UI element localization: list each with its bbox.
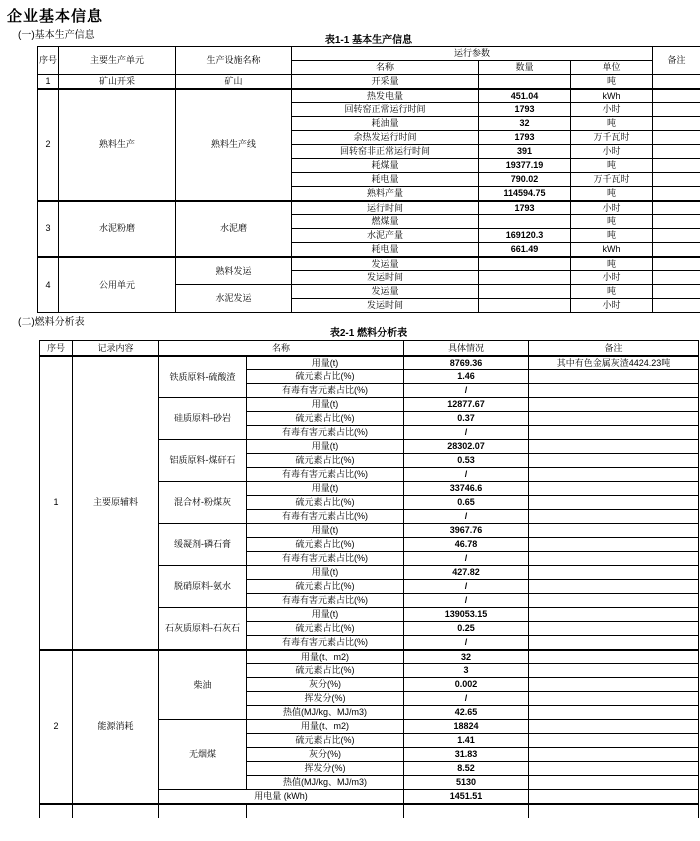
remark-cell: [529, 664, 699, 678]
value-cell: /: [404, 692, 529, 706]
unit-cell: 吨: [571, 215, 653, 229]
remark-cell: [529, 762, 699, 776]
remark-cell: [653, 215, 700, 229]
remark-cell: [529, 748, 699, 762]
qty-cell: 169120.3: [479, 229, 571, 243]
qty-cell: [479, 215, 571, 229]
material-cell: 缓凝剂-磷石膏: [159, 524, 247, 566]
remark-cell: [529, 370, 699, 384]
remark-cell: [529, 622, 699, 636]
facility-cell: 水泥磨: [176, 201, 292, 257]
remark-cell: [529, 398, 699, 412]
metric-cell: 挥发分(%): [247, 692, 404, 706]
production-unit-cell: 矿山开采: [59, 75, 176, 89]
remark-cell: [529, 804, 699, 818]
metric-cell: 硫元素占比(%): [247, 454, 404, 468]
remark-cell: [653, 299, 700, 313]
table1-header: [38, 47, 700, 75]
param-name-cell: 发运时间: [292, 271, 479, 285]
remark-cell: [529, 720, 699, 734]
remark-cell: [529, 468, 699, 482]
remark-cell: [529, 384, 699, 398]
unit-cell: 万千瓦时: [571, 131, 653, 145]
material-cell: 柴油: [159, 650, 247, 720]
fuel-analysis-table: [39, 340, 699, 818]
param-name-cell: 耗油量: [292, 117, 479, 131]
metric-cell: 硫元素占比(%): [247, 496, 404, 510]
param-name-cell: 开采量: [292, 75, 479, 89]
remark-cell: [653, 285, 700, 299]
remark-cell: [529, 580, 699, 594]
remark-cell: [653, 201, 700, 215]
param-name-cell: 耗电量: [292, 173, 479, 187]
metric-cell: 用量(t): [247, 398, 404, 412]
value-cell: 3: [404, 664, 529, 678]
metric-cell: 有毒有害元素占比(%): [247, 594, 404, 608]
material-cell: 铁质原料-硫酸渣: [159, 356, 247, 398]
unit-cell: 小时: [571, 271, 653, 285]
qty-cell: 391: [479, 145, 571, 159]
column-header-detail: 具体情况: [404, 341, 529, 356]
remark-cell: [653, 187, 700, 201]
value-cell: /: [404, 594, 529, 608]
metric-cell: 用量(t): [247, 482, 404, 496]
value-cell: 1451.51: [404, 790, 529, 804]
table-row: [40, 341, 699, 356]
remark-cell: [653, 173, 700, 187]
value-cell: /: [404, 384, 529, 398]
remark-cell: [529, 552, 699, 566]
qty-cell: [479, 271, 571, 285]
unit-cell: 吨: [571, 159, 653, 173]
facility-cell: 矿山: [176, 75, 292, 89]
metric-cell: 硫元素占比(%): [247, 538, 404, 552]
param-name-cell: 运行时间: [292, 201, 479, 215]
remark-cell: [529, 538, 699, 552]
qty-cell: [479, 285, 571, 299]
metric-cell: 有毒有害元素占比(%): [247, 384, 404, 398]
remark-cell: [529, 636, 699, 650]
table-row: [40, 356, 699, 370]
table2-header: [40, 341, 699, 356]
production-unit-cell: 水泥粉磨: [59, 201, 176, 257]
value-cell: 8.52: [404, 762, 529, 776]
remark-cell: [529, 692, 699, 706]
remark-cell: [529, 440, 699, 454]
record-content-cell: 能源消耗: [73, 650, 159, 804]
unit-cell: 吨: [571, 117, 653, 131]
value-cell: 0.37: [404, 412, 529, 426]
remark-cell: [529, 454, 699, 468]
page-title: 企业基本信息: [7, 8, 104, 25]
remark-cell: [653, 75, 700, 89]
unit-cell: 吨: [571, 75, 653, 89]
column-header-qty: 数量: [479, 61, 571, 75]
remark-cell: [653, 131, 700, 145]
remark-cell: 其中有色金属灰渣4424.23吨: [529, 356, 699, 370]
value-cell: 1.41: [404, 734, 529, 748]
record-content-cell: 主要原辅料: [73, 356, 159, 650]
column-header-remark: 备注: [529, 341, 699, 356]
unit-cell: 小时: [571, 299, 653, 313]
remark-cell: [653, 243, 700, 257]
material-cell: 石灰质原料-石灰石: [159, 608, 247, 650]
value-cell: 5130: [404, 776, 529, 790]
value-cell: /: [404, 580, 529, 594]
unit-cell: 吨: [571, 187, 653, 201]
value-cell: 32: [404, 650, 529, 664]
metric-cell: 热值(MJ/kg、MJ/m3): [247, 776, 404, 790]
remark-cell: [653, 229, 700, 243]
metric-cell: 有毒有害元素占比(%): [247, 636, 404, 650]
qty-cell: 114594.75: [479, 187, 571, 201]
metric-cell: 热值(MJ/kg、MJ/m3): [247, 706, 404, 720]
metric-cell: [247, 804, 404, 818]
metric-cell: 有毒有害元素占比(%): [247, 426, 404, 440]
metric-cell: 用量(t): [247, 524, 404, 538]
remark-cell: [529, 524, 699, 538]
value-cell: /: [404, 636, 529, 650]
column-header-param-name: 名称: [292, 61, 479, 75]
value-cell: /: [404, 468, 529, 482]
unit-cell: 小时: [571, 145, 653, 159]
metric-cell: 硫元素占比(%): [247, 580, 404, 594]
qty-cell: [479, 299, 571, 313]
unit-cell: 小时: [571, 103, 653, 117]
metric-cell: 有毒有害元素占比(%): [247, 552, 404, 566]
metric-cell: 用量(t、m2): [247, 650, 404, 664]
value-cell: 0.53: [404, 454, 529, 468]
material-cell: [159, 804, 247, 818]
value-cell: 0.25: [404, 622, 529, 636]
remark-cell: [529, 776, 699, 790]
remark-cell: [529, 482, 699, 496]
material-cell: 硅质原料-砂岩: [159, 398, 247, 440]
value-cell: /: [404, 552, 529, 566]
qty-cell: 19377.19: [479, 159, 571, 173]
metric-cell: 用量(t): [247, 608, 404, 622]
param-name-cell: 耗电量: [292, 243, 479, 257]
table-row: [38, 201, 700, 215]
qty-cell: [479, 75, 571, 89]
qty-cell: 1793: [479, 103, 571, 117]
column-header-unit: 单位: [571, 61, 653, 75]
remark-cell: [529, 594, 699, 608]
qty-cell: 1793: [479, 131, 571, 145]
seq-cell: 1: [40, 356, 73, 650]
unit-cell: 万千瓦时: [571, 173, 653, 187]
seq-cell: 1: [38, 75, 59, 89]
seq-cell: 3: [38, 201, 59, 257]
metric-cell: 灰分(%): [247, 748, 404, 762]
value-cell: 139053.15: [404, 608, 529, 622]
remark-cell: [529, 734, 699, 748]
material-cell: 无烟煤: [159, 720, 247, 790]
remark-cell: [529, 496, 699, 510]
section-label-fuel-analysis: (二)燃料分析表: [18, 317, 85, 328]
qty-cell: [479, 257, 571, 271]
production-unit-cell: 熟料生产: [59, 89, 176, 201]
column-header-name: 名称: [159, 341, 404, 356]
metric-cell: 用量(t): [247, 356, 404, 370]
metric-cell: 硫元素占比(%): [247, 734, 404, 748]
param-name-cell: 发运时间: [292, 299, 479, 313]
table1-caption: 表1-1 基本生产信息: [324, 35, 413, 46]
value-cell: /: [404, 426, 529, 440]
electricity-usage-label-cell: 用电量 (kWh): [159, 790, 404, 804]
qty-cell: 790.02: [479, 173, 571, 187]
value-cell: 3967.76: [404, 524, 529, 538]
metric-cell: 用量(t、m2): [247, 720, 404, 734]
basic-production-table: [37, 46, 700, 313]
param-name-cell: 回转窑正常运行时间: [292, 103, 479, 117]
production-unit-cell: 公用单元: [59, 257, 176, 313]
table-row: [38, 257, 700, 271]
metric-cell: 用量(t): [247, 566, 404, 580]
unit-cell: 小时: [571, 201, 653, 215]
material-cell: 混合材-粉煤灰: [159, 482, 247, 524]
column-header-operating-params: 运行参数: [292, 47, 653, 61]
material-cell: 铝质原料-煤矸石: [159, 440, 247, 482]
remark-cell: [653, 145, 700, 159]
column-header-facility: 生产设施名称: [176, 47, 292, 75]
seq-cell: [40, 804, 73, 818]
seq-cell: 2: [38, 89, 59, 201]
value-cell: [404, 804, 529, 818]
value-cell: /: [404, 510, 529, 524]
param-name-cell: 回转窑非正常运行时间: [292, 145, 479, 159]
param-name-cell: 余热发运行时间: [292, 131, 479, 145]
column-header-remark: 备注: [653, 47, 700, 75]
seq-cell: 4: [38, 257, 59, 313]
remark-cell: [653, 103, 700, 117]
remark-cell: [653, 257, 700, 271]
qty-cell: 32: [479, 117, 571, 131]
value-cell: 8769.36: [404, 356, 529, 370]
remark-cell: [653, 159, 700, 173]
column-header-seq: 序号: [40, 341, 73, 356]
facility-cell: 熟料发运: [176, 257, 292, 285]
facility-cell: 熟料生产线: [176, 89, 292, 201]
metric-cell: 硫元素占比(%): [247, 370, 404, 384]
table-row: [40, 650, 699, 664]
unit-cell: 吨: [571, 285, 653, 299]
section-label-basic-production: (一)基本生产信息: [18, 30, 95, 41]
param-name-cell: 发运量: [292, 285, 479, 299]
param-name-cell: 熟料产量: [292, 187, 479, 201]
value-cell: 1.46: [404, 370, 529, 384]
unit-cell: 吨: [571, 229, 653, 243]
remark-cell: [529, 510, 699, 524]
remark-cell: [529, 790, 699, 804]
param-name-cell: 耗煤量: [292, 159, 479, 173]
remark-cell: [529, 650, 699, 664]
value-cell: 33746.6: [404, 482, 529, 496]
unit-cell: 吨: [571, 257, 653, 271]
column-header-production-unit: 主要生产单元: [59, 47, 176, 75]
remark-cell: [529, 426, 699, 440]
table-row: [38, 89, 700, 103]
qty-cell: 451.04: [479, 89, 571, 103]
value-cell: 12877.67: [404, 398, 529, 412]
remark-cell: [529, 608, 699, 622]
metric-cell: 灰分(%): [247, 678, 404, 692]
remark-cell: [529, 678, 699, 692]
metric-cell: 硫元素占比(%): [247, 622, 404, 636]
unit-cell: kWh: [571, 243, 653, 257]
table2-caption: 表2-1 燃料分析表: [329, 328, 408, 339]
remark-cell: [653, 89, 700, 103]
table1-body: [38, 75, 700, 313]
value-cell: 46.78: [404, 538, 529, 552]
value-cell: 427.82: [404, 566, 529, 580]
metric-cell: 硫元素占比(%): [247, 664, 404, 678]
param-name-cell: 水泥产量: [292, 229, 479, 243]
metric-cell: 有毒有害元素占比(%): [247, 510, 404, 524]
value-cell: 18824: [404, 720, 529, 734]
remark-cell: [653, 117, 700, 131]
record-content-cell: [73, 804, 159, 818]
value-cell: 31.83: [404, 748, 529, 762]
param-name-cell: 燃煤量: [292, 215, 479, 229]
table-row: [40, 804, 699, 818]
value-cell: 0.002: [404, 678, 529, 692]
table-row: [38, 75, 700, 89]
column-header-seq: 序号: [38, 47, 59, 75]
qty-cell: 661.49: [479, 243, 571, 257]
remark-cell: [529, 706, 699, 720]
remark-cell: [529, 566, 699, 580]
column-header-record-content: 记录内容: [73, 341, 159, 356]
metric-cell: 用量(t): [247, 440, 404, 454]
metric-cell: 有毒有害元素占比(%): [247, 468, 404, 482]
table2-body: [40, 356, 699, 818]
value-cell: 42.65: [404, 706, 529, 720]
remark-cell: [653, 271, 700, 285]
table-row: [38, 47, 700, 61]
metric-cell: 挥发分(%): [247, 762, 404, 776]
remark-cell: [529, 412, 699, 426]
param-name-cell: 热发电量: [292, 89, 479, 103]
material-cell: 脱硝原料-氨水: [159, 566, 247, 608]
metric-cell: 硫元素占比(%): [247, 412, 404, 426]
qty-cell: 1793: [479, 201, 571, 215]
value-cell: 28302.07: [404, 440, 529, 454]
facility-cell: 水泥发运: [176, 285, 292, 313]
value-cell: 0.65: [404, 496, 529, 510]
unit-cell: kWh: [571, 89, 653, 103]
param-name-cell: 发运量: [292, 257, 479, 271]
seq-cell: 2: [40, 650, 73, 804]
